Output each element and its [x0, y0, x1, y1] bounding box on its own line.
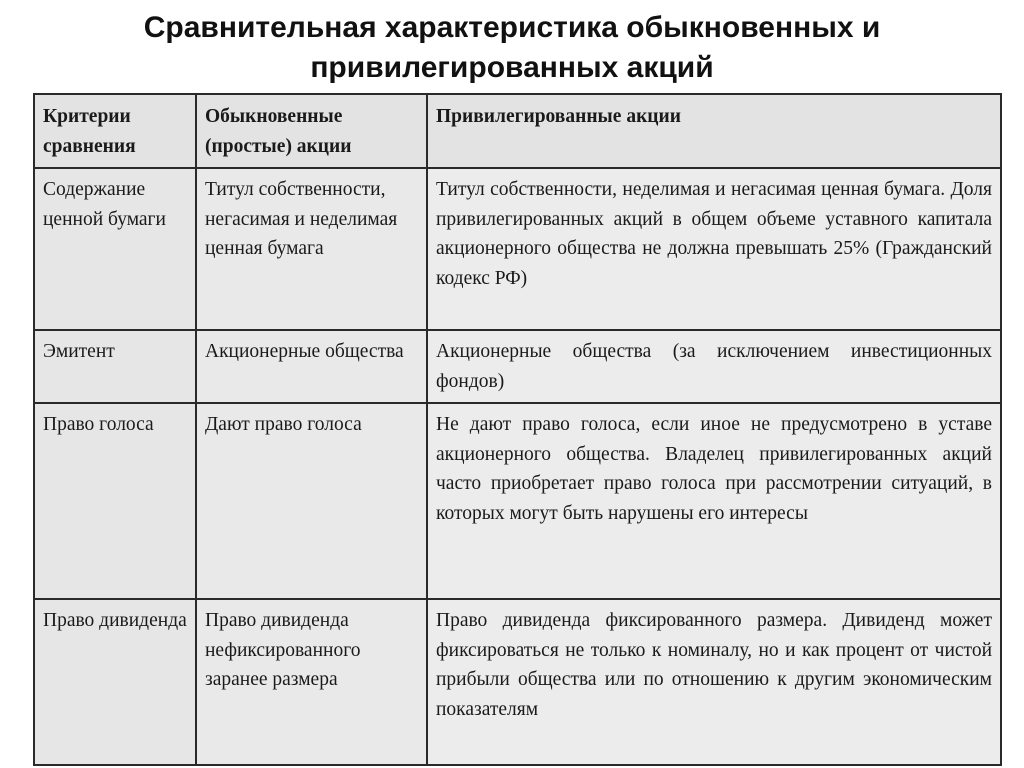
- criterion-cell: Право дивиденда: [34, 599, 196, 765]
- ordinary-cell: Акционерные общества: [196, 330, 427, 403]
- preferred-cell: Титул собственности, неделимая и негасимая ценная бумага. Доля привилегированных акций в общем объеме уставного капитала акционерного общества не должна превышать 25% (Гражданский кодекс РФ): [427, 168, 1001, 330]
- criterion-cell: Содержание ценной бумаги: [34, 168, 196, 330]
- ordinary-cell: Титул собственности, негасимая и неделимая ценная бумага: [196, 168, 427, 330]
- preferred-cell: Право дивиденда фиксированного размера. Дивиденд может фиксироваться не только к номиналу, но и как процент от чистой прибыли общества или по отношению к другим экономическим показателям: [427, 599, 1001, 765]
- preferred-cell: Акционерные общества (за исключением инвестиционных фондов): [427, 330, 1001, 403]
- slide-title: [20, 8, 1004, 88]
- table-header-row: [34, 94, 1001, 168]
- table-row: [34, 168, 1001, 330]
- slide-title-line-1: Сравнительная характеристика обыкновенных и: [143, 11, 881, 44]
- criterion-cell: Эмитент: [34, 330, 196, 403]
- table-row: [34, 403, 1001, 599]
- ordinary-cell: Право дивиденда нефиксированного заранее размера: [196, 599, 427, 765]
- table-row: [34, 599, 1001, 765]
- header-criteria: Критерии сравнения: [34, 94, 196, 168]
- ordinary-cell: Дают право голоса: [196, 403, 427, 599]
- comparison-table: [33, 93, 1002, 766]
- slide-title-line-2: привилегированных акций: [310, 51, 714, 84]
- table-row: [34, 330, 1001, 403]
- header-ordinary-shares: Обыкновенные (простые) акции: [196, 94, 427, 168]
- preferred-cell: Не дают право голоса, если иное не предусмотрено в уставе акционерного общества. Владелец привилегированных акций часто приобретает право голоса при рассмотрении ситуаций, в которых могут быть нарушены его интересы: [427, 403, 1001, 599]
- header-preferred-shares: Привилегированные акции: [427, 94, 1001, 168]
- criterion-cell: Право голоса: [34, 403, 196, 599]
